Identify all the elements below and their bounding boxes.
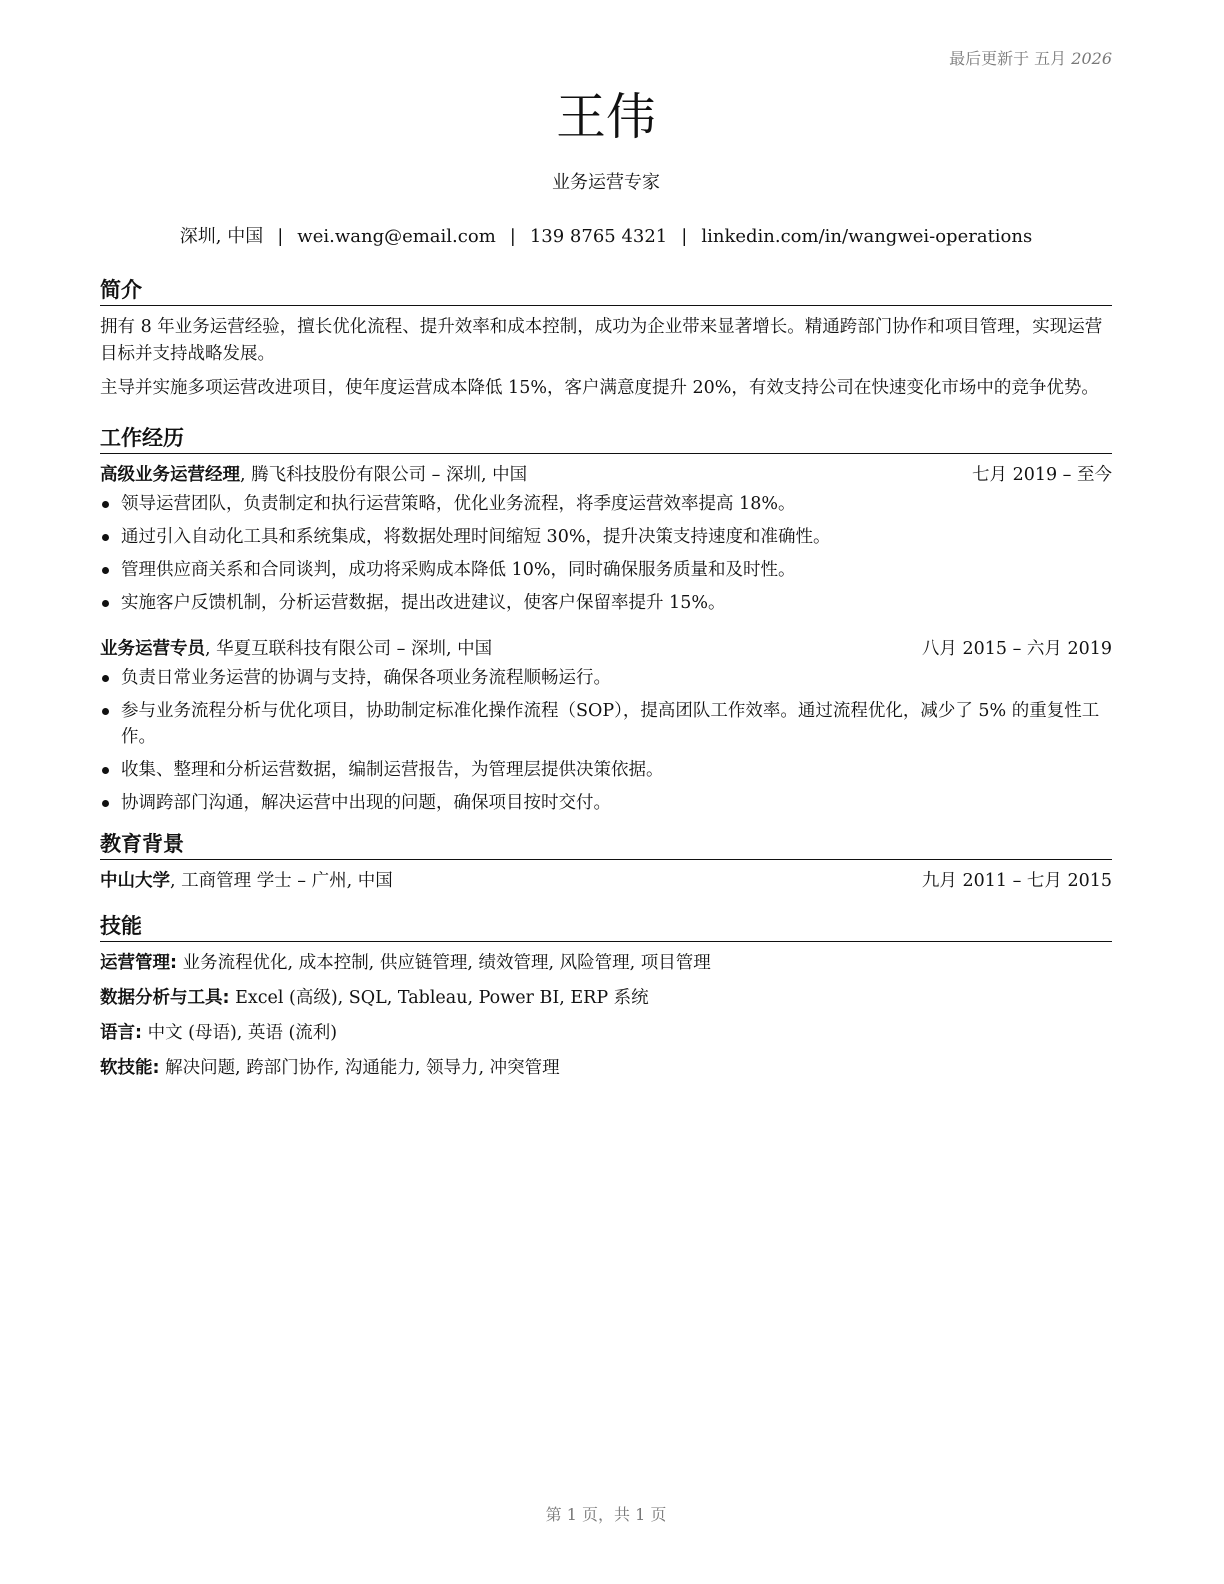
contact-separator: | bbox=[681, 226, 688, 247]
job-dates: 七月 2019 – 至今 bbox=[972, 465, 1112, 485]
education-dates: 九月 2011 – 七月 2015 bbox=[921, 871, 1112, 891]
resume-body bbox=[100, 276, 1112, 1090]
job-bullets bbox=[100, 491, 1112, 616]
last-updated-label: 最后更新于 五月 bbox=[949, 49, 1067, 68]
job-dates: 八月 2015 – 六月 2019 bbox=[921, 639, 1112, 659]
job-role: 业务运营专员 bbox=[100, 639, 205, 659]
list-item bbox=[100, 790, 1112, 816]
contact-location: 深圳, 中国 bbox=[179, 226, 264, 247]
skill-row bbox=[100, 1055, 1112, 1081]
bullet-icon bbox=[102, 534, 109, 541]
bullet-text: 管理供应商关系和合同谈判，成功将采购成本降低 10%，同时确保服务质量和及时性。 bbox=[121, 560, 796, 580]
contact-separator: | bbox=[509, 226, 516, 247]
job-entry bbox=[100, 636, 1112, 816]
bullet-icon bbox=[102, 600, 109, 607]
education-details: , 工商管理 学士 – 广州, 中国 bbox=[170, 871, 393, 891]
job-bullets bbox=[100, 665, 1112, 816]
last-updated bbox=[949, 46, 1112, 69]
job-entry bbox=[100, 462, 1112, 616]
skill-row bbox=[100, 985, 1112, 1011]
bullet-icon bbox=[102, 767, 109, 774]
bullet-icon bbox=[102, 675, 109, 682]
skill-label: 数据分析与工具: bbox=[100, 988, 230, 1008]
list-item bbox=[100, 491, 1112, 517]
contact-line bbox=[100, 224, 1112, 250]
skill-value: 中文 (母语), 英语 (流利) bbox=[142, 1023, 338, 1043]
bullet-text: 协调跨部门沟通，解决运营中出现的问题，确保项目按时交付。 bbox=[121, 793, 611, 813]
contact-phone: 139 8765 4321 bbox=[529, 226, 668, 247]
bullet-text: 负责日常业务运营的协调与支持，确保各项业务流程顺畅运行。 bbox=[121, 668, 611, 688]
skill-value: 业务流程优化, 成本控制, 供应链管理, 绩效管理, 风险管理, 项目管理 bbox=[177, 953, 711, 973]
list-item bbox=[100, 698, 1112, 750]
candidate-title: 业务运营专家 bbox=[552, 172, 660, 193]
bullet-text: 领导运营团队，负责制定和执行运营策略，优化业务流程，将季度运营效率提高 18%。 bbox=[121, 494, 796, 514]
resume-page bbox=[100, 0, 1112, 1584]
education-heading: 教育背景 bbox=[100, 830, 1112, 860]
experience-section bbox=[100, 424, 1112, 816]
list-item bbox=[100, 757, 1112, 783]
experience-heading: 工作经历 bbox=[100, 424, 1112, 454]
job-role-company bbox=[100, 636, 492, 662]
bullet-text: 实施客户反馈机制，分析运营数据，提出改进建议，使客户保留率提升 15%。 bbox=[121, 593, 726, 613]
bullet-icon bbox=[102, 501, 109, 508]
skill-row bbox=[100, 1020, 1112, 1046]
skill-row bbox=[100, 950, 1112, 976]
contact-separator: | bbox=[277, 226, 284, 247]
skill-label: 运营管理: bbox=[100, 953, 177, 973]
skills-heading: 技能 bbox=[100, 912, 1112, 942]
skill-value: Excel (高级), SQL, Tableau, Power BI, ERP 系统 bbox=[229, 988, 649, 1008]
summary-section bbox=[100, 276, 1112, 402]
summary-paragraph: 主导并实施多项运营改进项目，使年度运营成本降低 15%，客户满意度提升 20%，有效支持公司在快速变化市场中的竞争优势。 bbox=[100, 378, 1099, 398]
bullet-text: 参与业务流程分析与优化项目，协助制定标准化操作流程（SOP），提高团队工作效率。通过流程优化，减少了 5% 的重复性工作。 bbox=[121, 701, 1100, 747]
job-header bbox=[100, 462, 1112, 488]
summary-paragraph: 拥有 8 年业务运营经验，擅长优化流程、提升效率和成本控制，成功为企业带来显著增长。精通跨部门协作和项目管理，实现运营目标并支持战略发展。 bbox=[100, 317, 1103, 364]
education-school: 中山大学 bbox=[100, 871, 170, 891]
candidate-name: 王伟 bbox=[556, 88, 656, 146]
education-section bbox=[100, 830, 1112, 894]
bullet-icon bbox=[102, 567, 109, 574]
skill-label: 语言: bbox=[100, 1023, 142, 1043]
job-role-company bbox=[100, 462, 527, 488]
bullet-icon bbox=[102, 708, 109, 715]
skills-section bbox=[100, 912, 1112, 1081]
education-entry bbox=[100, 868, 1112, 894]
job-company: , 腾飞科技股份有限公司 – 深圳, 中国 bbox=[240, 465, 528, 485]
contact-linkedin[interactable]: linkedin.com/in/wangwei-operations bbox=[701, 226, 1033, 247]
list-item bbox=[100, 665, 1112, 691]
list-item bbox=[100, 557, 1112, 583]
list-item bbox=[100, 524, 1112, 550]
skill-value: 解决问题, 跨部门协作, 沟通能力, 领导力, 冲突管理 bbox=[159, 1058, 560, 1078]
job-role: 高级业务运营经理 bbox=[100, 465, 240, 485]
education-school-degree bbox=[100, 868, 393, 894]
job-company: , 华夏互联科技有限公司 – 深圳, 中国 bbox=[205, 639, 493, 659]
page-number: 第 1 页，共 1 页 bbox=[545, 1505, 667, 1524]
list-item bbox=[100, 590, 1112, 616]
last-updated-year: 2026 bbox=[1071, 49, 1112, 68]
job-header bbox=[100, 636, 1112, 662]
bullet-text: 通过引入自动化工具和系统集成，将数据处理时间缩短 30%，提升决策支持速度和准确性。 bbox=[121, 527, 831, 547]
bullet-text: 收集、整理和分析运营数据，编制运营报告，为管理层提供决策依据。 bbox=[121, 760, 664, 780]
contact-email[interactable]: wei.wang@email.com bbox=[297, 226, 496, 247]
bullet-icon bbox=[102, 800, 109, 807]
skill-label: 软技能: bbox=[100, 1058, 160, 1078]
summary-heading: 简介 bbox=[100, 276, 1112, 306]
